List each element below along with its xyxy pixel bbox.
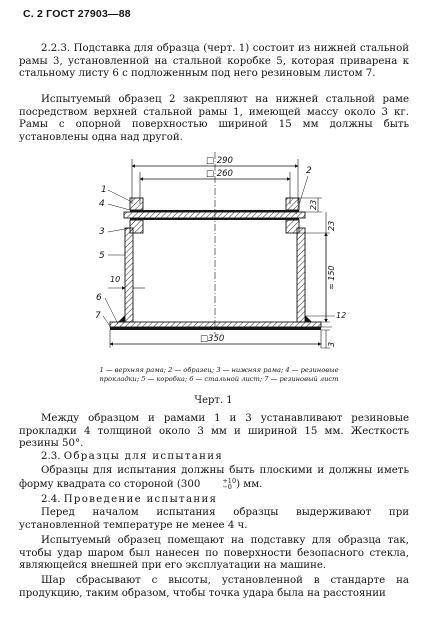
section-2-3-heading: [19, 451, 409, 464]
callout-1: 1: [101, 185, 107, 195]
callout-2: 2: [306, 166, 312, 176]
dimension-260: [140, 169, 290, 204]
weld-left: [118, 315, 125, 322]
dim-12-label: 12: [336, 311, 347, 320]
callout-5: 5: [99, 251, 105, 261]
specimen-size-text: Образцы для испытания должны быть плоскими и должны иметь форму квадрата со стороной (300: [19, 465, 409, 490]
paragraph-specimen-fixing: Испытуемый образец 2 закрепляют на нижней стальной раме посредством верхней стальной рамы 1, имеющей массу около 3 кг. Рамы с опорной поверхностью шириной 15 мм должны быть установлены одна над другой.: [19, 94, 409, 143]
steel-sheet: [110, 322, 321, 327]
callout-4: 4: [99, 199, 105, 209]
dim-3-label: 3: [327, 341, 336, 347]
dim-23b-label: 23: [327, 220, 336, 231]
dim-350-label: □350: [200, 334, 225, 344]
rubber-gasket-bottom: [130, 218, 299, 220]
figure-legend: 1 — верхняя рама; 2 — образец; 3 — нижняя рама; 4 — резиновые прокладки; 5 — коробка; 6 — стальной лист; 7 — резиновый лист: [99, 366, 339, 383]
tolerance-upper: +10: [222, 476, 237, 485]
dim-150-label: ≈ 150: [327, 265, 336, 290]
paragraph-placement: Испытуемый образец помещают на подставку для образца так, чтобы удар шаром был нанесен по поверхности безопасного стекла, являющейся внешней при его эксплуатации на машине.: [19, 535, 409, 572]
upper-frame-left: [130, 198, 143, 210]
box-wall-right: [297, 228, 305, 322]
tolerance-lower: −0: [222, 482, 232, 491]
paragraph-conditioning: Перед началом испытания образцы выдерживают при установленной температуре не менее 4 ч.: [19, 507, 409, 531]
specimen: [124, 212, 305, 218]
figure-title: Черт. 1: [194, 395, 233, 406]
tolerance: [200, 478, 236, 490]
dim-10-label: 10: [110, 275, 121, 284]
paragraph-gaskets: Между образцом и рамами 1 и 3 устанавливают резиновые прокладки 4 толщиной около 3 мм и шириной 15 мм. Жесткость резины 50°.: [19, 413, 409, 450]
callout-3: 3: [99, 227, 105, 237]
callout-7: 7: [95, 311, 101, 321]
specimen-size-end: ) мм.: [236, 478, 263, 490]
paragraph-2-2-3: 2.2.3. Подставка для образца (черт. 1) состоит из нижней стальной рамы 3, установленной на стальной коробке 5, которая приварена к стальному листу 6 с подложенным под него резиновым листом 7.: [19, 43, 409, 80]
section-2-4-title: Проведение испытания: [63, 494, 218, 505]
dim-260-label: □ 260: [206, 169, 233, 179]
dimension-350: [110, 330, 321, 348]
dim-23a-label: 23: [309, 199, 318, 210]
section-2-3-title: Образцы для испытания: [63, 451, 224, 462]
dim-290-label: □ 290: [206, 156, 233, 166]
callout-6: 6: [96, 293, 102, 303]
section-2-4-number: 2.4.: [41, 494, 61, 505]
section-2-4-heading: [19, 494, 409, 507]
upper-frame-right: [286, 198, 299, 210]
paragraph-specimens: [19, 465, 409, 491]
box-wall-left: [125, 228, 133, 322]
page-header: С. 2 ГОСТ 27903—88: [23, 8, 131, 20]
paragraph-ball-drop: Шар сбрасывают с высоты, установленной в стандарте на продукцию, таким образом, чтобы точка удара была на расстоянии: [19, 575, 409, 599]
rubber-sheet: [110, 327, 321, 330]
figure-drawing: [0, 152, 427, 362]
section-2-3-number: 2.3.: [41, 451, 61, 462]
